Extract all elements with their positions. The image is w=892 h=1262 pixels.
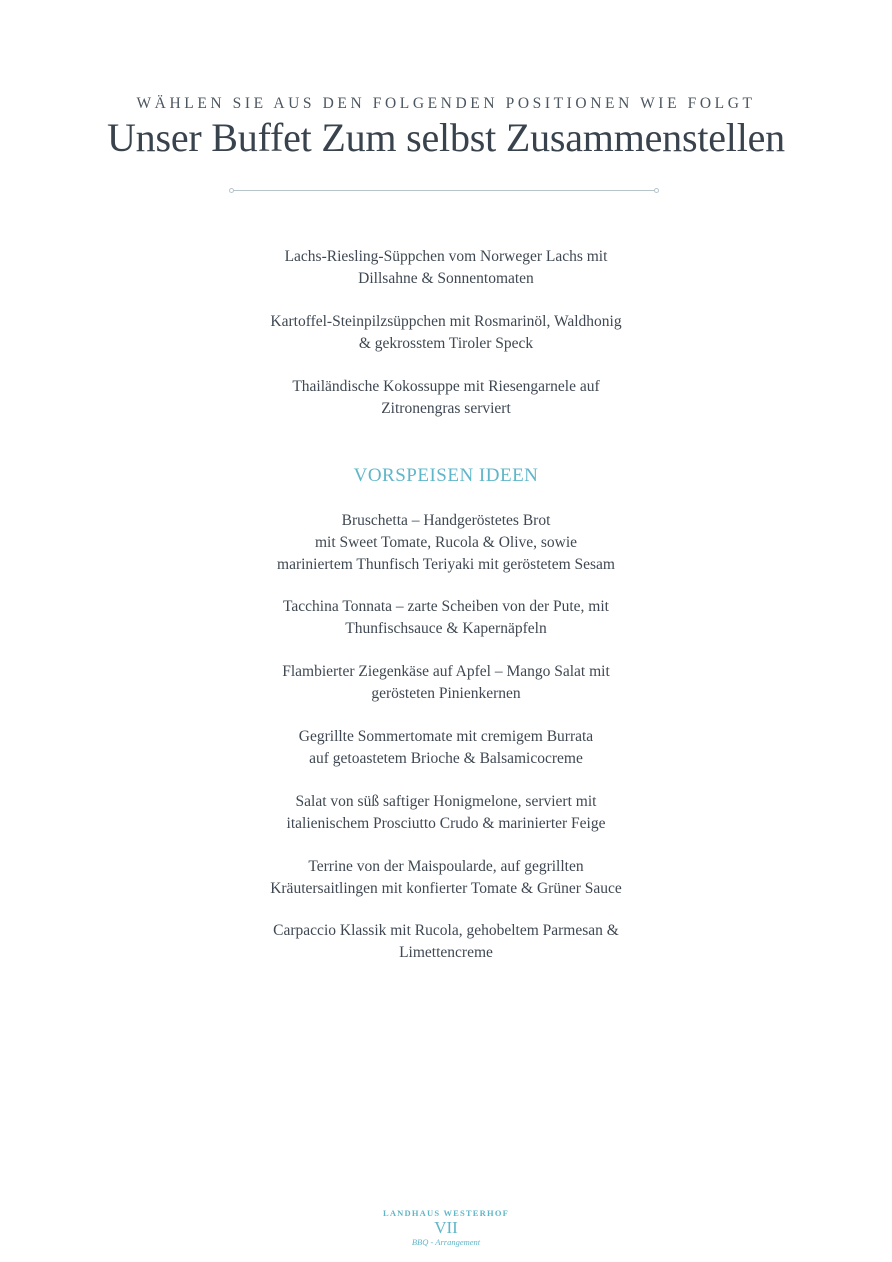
menu-item: Terrine von der Maispoularde, auf gegrillten Kräutersaitlingen mit konfierter Tomate & Grüner Sauce xyxy=(270,858,622,897)
starter-list xyxy=(0,856,892,900)
starter-list xyxy=(0,791,892,835)
menu-item: Carpaccio Klassik mit Rucola, gehobeltem Parmesan & Limettencreme xyxy=(273,922,619,961)
menu-item: Bruschetta – Handgeröstetes Brot mit Sweet Tomate, Rucola & Olive, sowie mariniertem Thunfisch Teriyaki mit geröstetem Sesam xyxy=(277,512,615,573)
starters-section xyxy=(0,465,892,487)
starter-list xyxy=(0,726,892,770)
soup-list xyxy=(0,246,892,290)
menu-item: Gegrillte Sommertomate mit cremigem Burrata auf getoastetem Brioche & Balsamicocreme xyxy=(298,728,594,767)
menu-item: Flambierter Ziegenkäse auf Apfel – Mango Salat mit gerösteten Pinienkernen xyxy=(282,663,610,702)
page-number: VII xyxy=(434,1218,458,1237)
page-title: Unser Buffet Zum selbst Zusammenstellen xyxy=(106,115,785,160)
footer-brand: LANDHAUS WESTERHOF xyxy=(382,1208,510,1218)
footer-subtitle: BBQ - Arrangement xyxy=(411,1237,481,1247)
menu-item: Tacchina Tonnata – zarte Scheiben von der Pute, mit Thunfischsauce & Kapernäpfeln xyxy=(283,598,609,637)
title-divider xyxy=(232,190,656,191)
starter-list xyxy=(0,596,892,640)
section-heading: VORSPEISEN IDEEN xyxy=(353,465,539,486)
starter-list xyxy=(0,510,892,576)
soup-list xyxy=(0,311,892,355)
soup-list xyxy=(0,376,892,420)
menu-item: Lachs-Riesling-Süppchen vom Norweger Lachs mit Dillsahne & Sonnentomaten xyxy=(284,248,608,287)
page-eyebrow: WÄHLEN SIE AUS DEN FOLGENDEN POSITIONEN WIE FOLGT xyxy=(136,95,756,112)
starter-list xyxy=(0,661,892,705)
menu-item: Kartoffel-Steinpilzsüppchen mit Rosmarinöl, Waldhonig & gekrosstem Tiroler Speck xyxy=(270,313,622,352)
starter-list xyxy=(0,920,892,964)
page-footer xyxy=(0,1207,892,1248)
menu-item: Salat von süß saftiger Honigmelone, serviert mit italienischem Prosciutto Crudo & marinierter Feige xyxy=(286,793,606,832)
menu-item: Thailändische Kokossuppe mit Riesengarnele auf Zitronengras serviert xyxy=(292,378,600,417)
